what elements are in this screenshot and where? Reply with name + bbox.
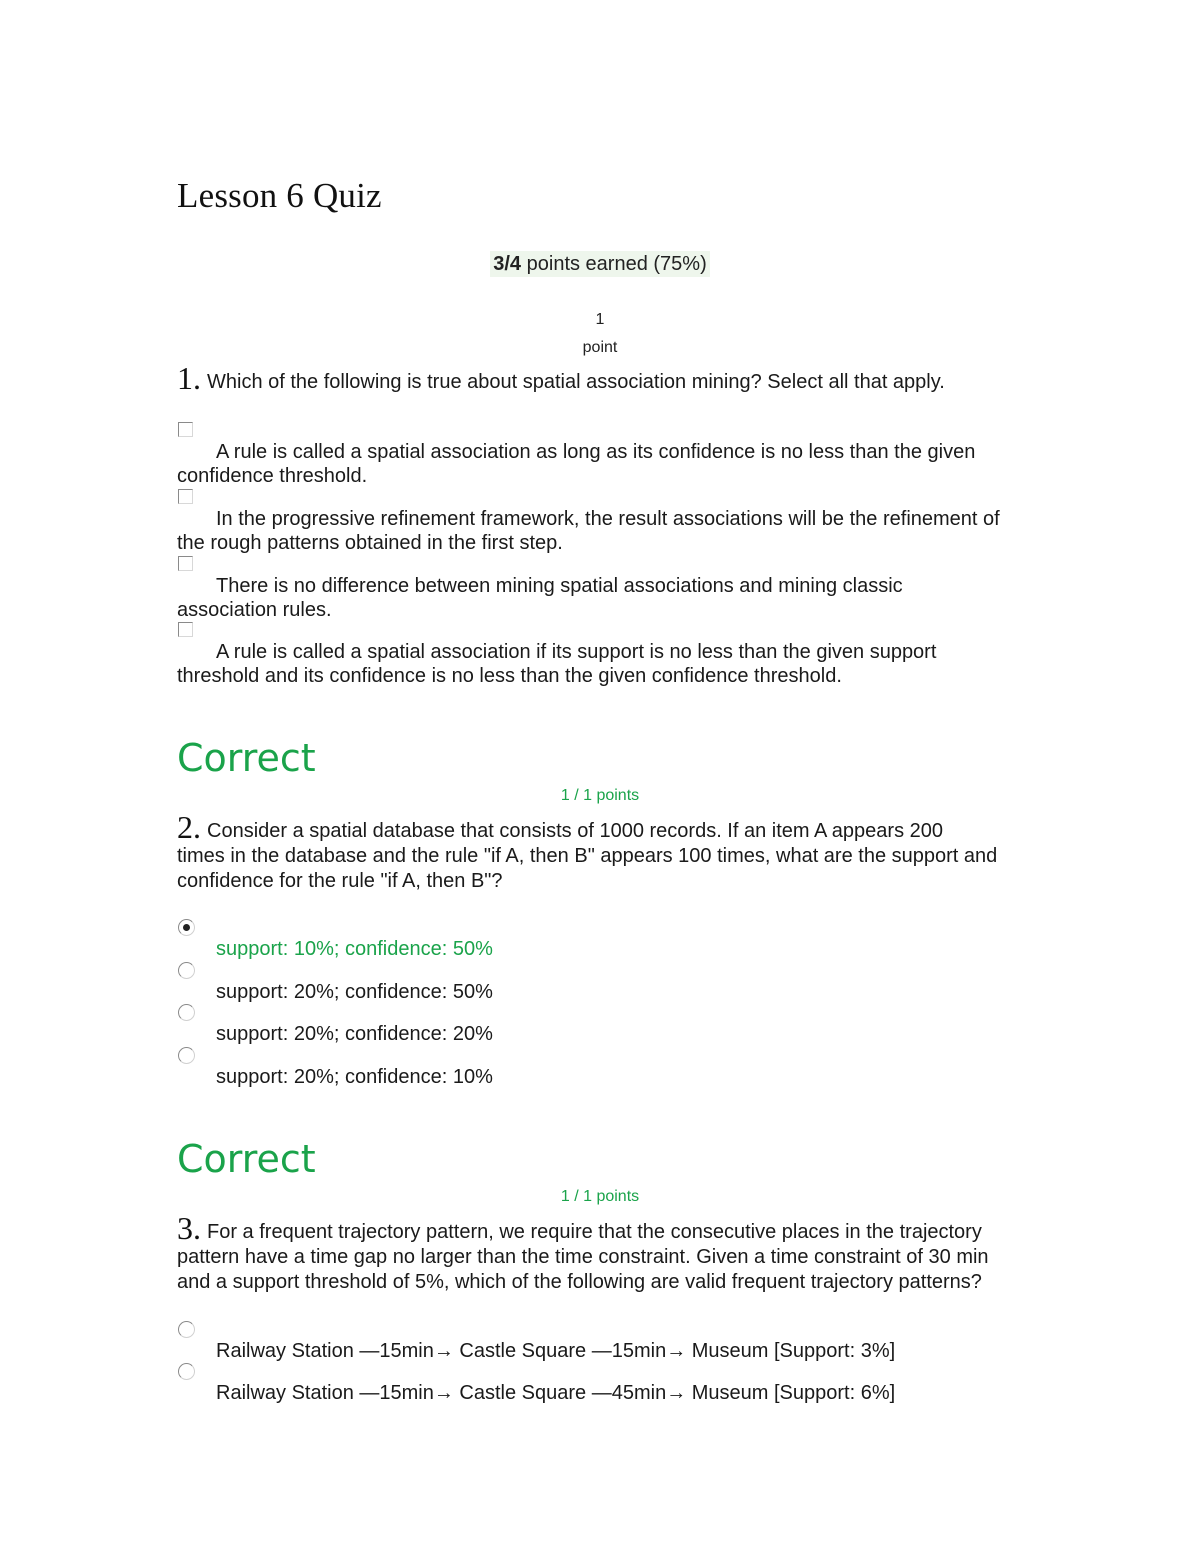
question-text: Which of the following is true about spatial association mining? Select all that apply.: [207, 371, 945, 393]
question-2-points: 1 / 1 points: [560, 787, 640, 804]
option-text: A rule is called a spatial association if its support is no less than the given support: [216, 641, 937, 663]
radio-selected[interactable]: [178, 919, 195, 936]
option-text-cont: threshold and its confidence is no less than the given confidence threshold.: [177, 665, 842, 687]
question-text: For a frequent trajectory pattern, we require that the consecutive places in the trajectory: [207, 1221, 982, 1243]
option-text: A rule is called a spatial association as long as its confidence is no less than the given: [216, 441, 976, 463]
question-1-points-unit: point: [582, 339, 618, 356]
question-2-option-2[interactable]: [177, 960, 1027, 1004]
radio[interactable]: [178, 1321, 195, 1338]
question-number: 2.: [177, 809, 201, 845]
checkbox[interactable]: [178, 422, 193, 437]
question-1-points-num: 1: [595, 311, 605, 328]
option-text-cont: confidence threshold.: [177, 465, 368, 487]
question-text-cont: times in the database and the rule "if A, then B" appears 100 times, what are the support and confidence for the rule "if A, then B"?: [177, 845, 998, 892]
quiz-page: [177, 0, 1027, 1553]
question-2-option-3[interactable]: [177, 1002, 1027, 1046]
question-number: 3.: [177, 1210, 201, 1246]
score-label: points earned (75%): [526, 253, 707, 275]
score-summary: [177, 253, 1023, 276]
question-text: Consider a spatial database that consists of 1000 records. If an item A appears 200: [207, 820, 944, 842]
radio-dot: [183, 924, 190, 931]
question-1-prompt: [177, 360, 1027, 396]
question-1-verdict: Correct: [177, 736, 316, 780]
question-1-option-1[interactable]: [177, 420, 1027, 488]
option-text: support: 20%; confidence: 20%: [216, 1023, 493, 1045]
page-title: Lesson 6 Quiz: [177, 176, 382, 215]
radio[interactable]: [178, 1363, 195, 1380]
radio[interactable]: [178, 1047, 195, 1064]
radio[interactable]: [178, 962, 195, 979]
option-text: There is no difference between mining spatial associations and mining classic: [216, 575, 903, 597]
option-text-cont: the rough patterns obtained in the first step.: [177, 532, 563, 554]
checkbox[interactable]: [178, 489, 193, 504]
option-text-cont: association rules.: [177, 599, 332, 621]
checkbox[interactable]: [178, 556, 193, 571]
question-1-option-3[interactable]: [177, 554, 1027, 622]
question-2-option-1[interactable]: [177, 917, 1027, 961]
option-text: Railway Station —15min→ Castle Square —15min→ Museum [Support: 3%]: [216, 1340, 896, 1362]
question-1-option-4[interactable]: [177, 620, 1027, 688]
question-2-prompt: [177, 809, 1027, 894]
question-3-points: 1 / 1 points: [560, 1188, 640, 1205]
question-number: 1.: [177, 360, 201, 396]
checkbox[interactable]: [178, 622, 193, 637]
option-text: In the progressive refinement framework, the result associations will be the refinement of: [216, 508, 1000, 530]
question-3-prompt: [177, 1210, 1027, 1295]
score-earned: 3/4: [493, 253, 522, 275]
radio[interactable]: [178, 1004, 195, 1021]
question-3-option-2[interactable]: [177, 1361, 1027, 1405]
option-text: Railway Station —15min→ Castle Square —45min→ Museum [Support: 6%]: [216, 1382, 896, 1404]
option-text: support: 20%; confidence: 50%: [216, 981, 493, 1003]
question-text-cont: pattern have a time gap no larger than the time constraint. Given a time constraint of 30 min and a support threshold of 5%, which of the following are valid frequent trajectory patterns?: [177, 1246, 989, 1293]
question-1-option-2[interactable]: [177, 487, 1027, 555]
question-2-option-4[interactable]: [177, 1045, 1027, 1089]
question-3-option-1[interactable]: [177, 1319, 1027, 1363]
option-text: support: 20%; confidence: 10%: [216, 1066, 493, 1088]
option-text: support: 10%; confidence: 50%: [216, 938, 493, 960]
question-2-verdict: Correct: [177, 1137, 316, 1181]
